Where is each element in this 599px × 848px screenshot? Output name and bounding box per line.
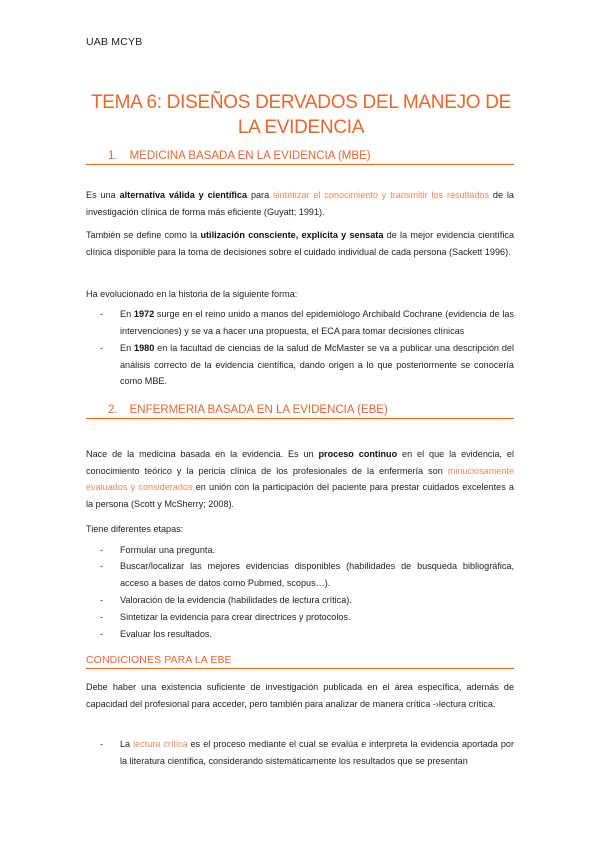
document-title: TEMA 6: DISEÑOS DERVADOS DEL MANEJO DE LA EVIDENCIA — [90, 92, 512, 138]
bullet-dash: - — [100, 612, 104, 622]
bullet-dash: - — [100, 629, 104, 639]
text-run: surge en el reino unido a manos del epidemiólogo Archibald Cochrane (evidencia de las intervenciones) y se va a hacer una propuesta, el ECA para tomar decisiones clínicas — [120, 309, 514, 336]
section-1-number: 1. — [108, 150, 118, 162]
bold-text: 1972 — [133, 309, 155, 319]
section-3-paragraph-1: Debe haber una existencia suficiente de investigación publicada en el área específica, además de capacidad del profesional para acceder, pero también para analizar de manera crítica -›lectura crítica. — [86, 682, 514, 709]
text-run: de la investigación clínica de forma más eficiente (Guyatt; 1991). — [86, 190, 514, 217]
text-run: en el que la evidencia, el conocimiento teórico y la pericia clínica de los profesionales de la enfermería son — [86, 449, 514, 476]
text-run: para — [247, 190, 274, 200]
text-run: También se define como la — [86, 230, 201, 240]
text-run: en unión con la participación del paciente para prestar cuidados excelentes a la persona (Scott y McSherry; 2008). — [86, 482, 514, 509]
list-item — [100, 626, 514, 643]
text-run: En — [120, 343, 135, 353]
section-2-paragraph-2: Tiene diferentes etapas: — [86, 524, 184, 534]
list-item — [100, 592, 514, 609]
bold-text: 1980 — [134, 343, 155, 353]
text-run: Es una — [86, 190, 120, 200]
list-item — [100, 340, 514, 390]
bold-text: alternativa válida y científica — [119, 190, 248, 200]
section-2-heading-text: ENFERMERIA BASADA EN LA EVIDENCIA (EBE) — [129, 404, 388, 416]
section-1-heading-text: MEDICINA BASADA EN LA EVIDENCIA (MBE) — [129, 150, 371, 162]
text-run: La — [120, 739, 134, 749]
list-item — [100, 609, 514, 626]
list-item — [100, 736, 514, 769]
bold-text: proceso continuo — [318, 449, 398, 459]
text-run: En — [120, 309, 134, 319]
bullet-dash: - — [100, 739, 104, 749]
bullet-dash: - — [100, 343, 104, 353]
text-run: es el proceso mediante el cual se evalúa e interpreta la evidencia aportada por la literatura científica, considerando sistemáticamente los resultados que se presentan — [120, 739, 514, 766]
section-3-heading: CONDICIONES PARA LA EBE — [86, 654, 514, 669]
bullet-dash: - — [100, 561, 104, 571]
text-run: en la facultad de ciencias de la salud de McMaster se va a publicar una descripción del análisis correcto de la evidencia científica, dando origen a lo que posteriormente se conocería como MBE. — [120, 343, 514, 387]
list-item — [100, 306, 514, 339]
list-item-text: Formular una pregunta. — [120, 545, 216, 555]
list-item-text: Sintetizar la evidencia para crear directrices y protocolos. — [120, 612, 351, 622]
list-item — [100, 558, 514, 591]
text-run: de la mejor evidencia científica clínica disponible para la toma de decisiones sobre el cuidado individual de cada persona (Sackett 1996). — [86, 230, 514, 257]
section-2-paragraph-1 — [86, 446, 514, 512]
text-run: Nace de la medicina basada en la evidencia. Es un — [86, 449, 319, 459]
highlight-text: sintetizar el conocimiento y transmitir los resultados — [273, 190, 489, 200]
section-1-paragraph-1 — [86, 187, 514, 220]
section-2-number: 2. — [108, 404, 118, 416]
list-item-text: Valoración de la evidencia (habilidades de lectura crítica). — [120, 595, 352, 605]
bullet-dash: - — [100, 545, 104, 555]
bold-text: utilización consciente, explícita y sensata — [200, 230, 384, 240]
highlight-text: minuciosamente evaluados y considerados — [86, 465, 514, 493]
bullet-dash: - — [100, 595, 104, 605]
bullet-dash: - — [100, 309, 104, 319]
section-1-paragraph-3: Ha evolucionado en la historia de la siguiente forma: — [86, 289, 298, 299]
list-item-text: Buscar/localizar las mejores evidencias disponibles (habilidades de busqueda bibliográfica, acceso a bases de datos como Pubmed, scopus…). — [120, 561, 514, 588]
list-item-text: Evaluar los resultados. — [120, 629, 212, 639]
section-1-heading — [86, 150, 514, 165]
list-item — [100, 542, 514, 559]
section-1-paragraph-2 — [86, 227, 514, 260]
page-header: UAB MCYB — [86, 36, 143, 48]
highlight-text: lectura crítica — [133, 739, 188, 749]
section-2-heading — [86, 404, 514, 419]
